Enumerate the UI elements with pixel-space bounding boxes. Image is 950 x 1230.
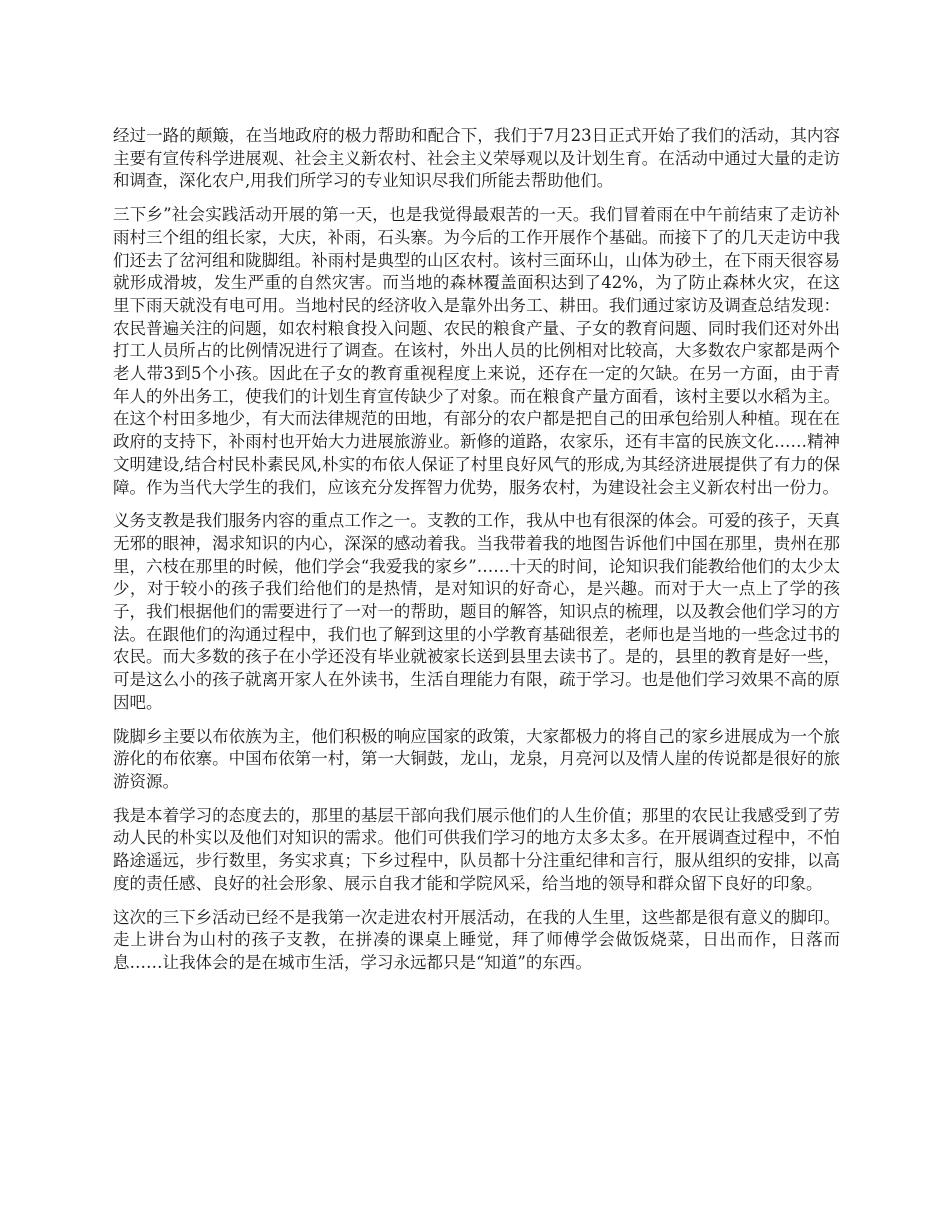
paragraph-learning-attitude: 我是本着学习的态度去的，那里的基层干部向我们展示他们的人生价值；那里的农民让我感受到了劳动人民的朴实以及他们对知识的需求。他们可供我们学习的地方太多太多。在开展调查过程中，不怕路途遥远，步行数里，务实求真；下乡过程中，队员都十分注重纪律和言行，服从组织的安排，以高度的责任感、良好的社会形象、展示自我才能和学院风采，给当地的领导和群众留下良好的印象。 <box>113 805 840 893</box>
document-body <box>113 125 840 986</box>
paragraph-intro: 经过一路的颠簸，在当地政府的极力帮助和配合下，我们于7月23日正式开始了我们的活动，其内容主要有宣传科学进展观、社会主义新农村、社会主义荣辱观以及计划生育。在活动中通过大量的走访和调查，深化农户,用我们所学习的专业知识尽我们所能去帮助他们。 <box>113 126 840 191</box>
paragraph-teaching: 义务支教是我们服务内容的重点工作之一。支教的工作，我从中也有很深的体会。可爱的孩子，天真无邪的眼神，渴求知识的内心，深深的感动着我。当我带着我的地图告诉他们中国在那里，贵州在那里，六枝在那里的时候，他们学会“我爱我的家乡”……十天的时间，论知识我们能教给他们的太少太少，对于较小的孩子我们给他们的是热情，是对知识的好奇心，是兴趣。而对于大一点上了学的孩子，我们根据他们的需要进行了一对一的帮助，题目的解答，知识点的梳理，以及教会他们学习的方法。在跟他们的沟通过程中，我们也了解到这里的小学教育基础很差，老师也是当地的一些念过书的农民。而大多数的孩子在小学还没有毕业就被家长送到县里去读书了。是的，县里的教育是好一些，可是这么小的孩子就离开家人在外读书，生活自理能力有限，疏于学习。也是他们学习效果不高的原因吧。 <box>113 511 840 712</box>
paragraph-first-day: 三下乡”社会实践活动开展的第一天，也是我觉得最艰苦的一天。我们冒着雨在中午前结束了走访补雨村三个组的组长家，大庆，补雨，石头寨。为今后的工作开展作个基础。而接下了的几天走访中我们还去了岔河组和陇脚组。补雨村是典型的山区农村。该村三面环山，山体为砂土，在下雨天很容易就形成滑坡，发生严重的自然灾害。而当地的森林覆盖面积达到了42%，为了防止森林火灾，在这里下雨天就没有电可用。当地村民的经济收入是靠外出务工、耕田。我们通过家访及调查总结发现：农民普遍关注的问题，如农村粮食投入问题、农民的粮食产量、子女的教育问题、同时我们还对外出打工人员所占的比例情况进行了调查。在该村，外出人员的比例相对比较高，大多数农户家都是两个老人带3到5个小孩。因此在子女的教育重视程度上来说，还存在一定的欠缺。在另一方面，由于青年人的外出务工，使我们的计划生育宣传缺少了对象。而在粮食产量方面看，该村主要以水稻为主。在这个村田多地少，有大而法律规范的田地，有部分的农户都是把自己的田承包给别人种植。现在在政府的支持下，补雨村也开始大力进展旅游业。新修的道路，农家乐，还有丰富的民族文化……精神文明建设,结合村民朴素民风,朴实的布依人保证了村里良好风气的形成,为其经济进展提供了有力的保障。作为当代大学生的我们，应该充分发挥智力优势，服务农村，为建设社会主义新农村出一份力。 <box>113 205 840 497</box>
paragraph-conclusion: 这次的三下乡活动已经不是我第一次走进农村开展活动，在我的人生里，这些都是很有意义的脚印。走上讲台为山村的孩子支教，在拼凑的课桌上睡觉，拜了师傅学会做饭烧菜，日出而作，日落而息……让我体会的是在城市生活，学习永远都只是“知道”的东西。 <box>113 907 840 972</box>
paragraph-longjiao: 陇脚乡主要以布依族为主，他们积极的响应国家的政策，大家都极力的将自己的家乡进展成为一个旅游化的布依寨。中国布依第一村，第一大铜鼓，龙山，龙泉，月亮河以及情人崖的传说都是很好的旅游资源。 <box>113 726 840 791</box>
